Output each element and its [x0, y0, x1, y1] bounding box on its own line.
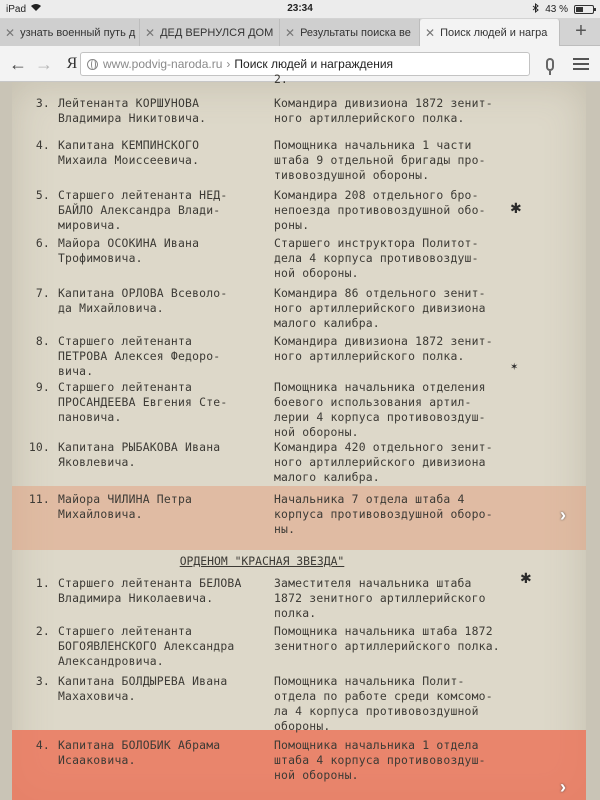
ink-blot: ✶: [510, 362, 519, 373]
tab-close-icon[interactable]: ✕: [425, 25, 436, 40]
tab-2[interactable]: [140, 19, 280, 46]
entry-person: Старшего лейтенанта ПРОСАНДЕЕВА Евгения Сте- пановича.: [58, 380, 228, 424]
entry-person: Капитана ОРЛОВА Всеволо- да Михайловича.: [58, 286, 228, 315]
document-viewport[interactable]: [0, 72, 600, 800]
address-bar[interactable]: [80, 52, 530, 76]
yandex-logo-button[interactable]: Я: [66, 55, 78, 72]
continuation-number: 2.: [274, 72, 288, 86]
tab-close-icon[interactable]: ✕: [285, 25, 296, 40]
status-bar: [0, 0, 600, 18]
device-name: iPad: [6, 3, 27, 15]
entry-number: 7.: [35, 286, 50, 300]
tab-1[interactable]: [0, 19, 140, 46]
microphone-icon: [546, 58, 554, 71]
entry-position: Заместителя начальника штаба 1872 зенитного артиллерийского полка.: [274, 576, 486, 620]
entry-position: Командира 86 отдельного зенит- ного артиллерийского дивизиона малого калибра.: [274, 286, 486, 330]
entry-number: 8.: [35, 334, 50, 348]
entry-position: Командира 420 отдельного зенит- ного артиллерийского дивизиона малого калибра.: [274, 440, 493, 484]
entry-number: 9.: [35, 380, 50, 394]
entry-position: Старшего инструктора Политот- дела 4 корпуса противовоздуш- ной обороны.: [274, 236, 479, 280]
entry-position: Командира дивизиона 1872 зенит- ного артиллерийского полка.: [274, 96, 493, 125]
tab-label: Результаты поиска ве: [300, 26, 411, 39]
battery-icon: [574, 5, 594, 14]
entry-number: 11.: [28, 492, 50, 506]
battery-fill: [576, 7, 583, 12]
entry-person: Капитана БОЛОБИК Абрама Исааковича.: [58, 738, 221, 767]
globe-icon: [87, 59, 98, 70]
tab-label: Поиск людей и награ: [440, 26, 548, 39]
entry-person: Капитана КЕМПИНСКОГО Михаила Моиссеевича.: [58, 138, 200, 167]
entry-position: Командира дивизиона 1872 зенит- ного артиллерийского полка.: [274, 334, 493, 363]
entry-position: Помощника начальника Полит- отдела по работе среди комсомо- ла 4 корпуса противовоздушной обороны.: [274, 674, 493, 733]
entry-position: Помощника начальника 1 отдела штаба 4 корпуса противовоздуш- ной обороны.: [274, 738, 486, 782]
entry-number: 3.: [35, 96, 50, 110]
entry-person: Капитана БОЛДЫРЕВА Ивана Маxаxовича.: [58, 674, 228, 703]
url-separator: ›: [226, 57, 231, 71]
entry-position: Помощника начальника штаба 1872 зенитного артиллерийского полка.: [274, 624, 500, 653]
section-heading: ОРДЕНОМ "КРАСНАЯ ЗВЕЗДА": [179, 554, 345, 568]
entry-number: 3.: [35, 674, 50, 688]
tab-close-icon[interactable]: ✕: [5, 25, 16, 40]
entry-person: Старшего лейтенанта НЕД- БАЙЛО Александра Влади- мировича.: [58, 188, 228, 232]
entry-number: 1.: [35, 576, 50, 590]
tab-label: ДЕД ВЕРНУЛСЯ ДОМ: [160, 26, 274, 39]
browser-toolbar: [0, 46, 600, 82]
clock: 23:34: [287, 3, 313, 14]
entry-number: 2.: [35, 624, 50, 638]
microphone-button[interactable]: [540, 52, 560, 76]
forward-button[interactable]: →: [35, 53, 53, 74]
scanned-document: [12, 72, 586, 800]
tab-bar: [0, 18, 600, 46]
url-domain: www.podvig-naroda.ru: [103, 57, 223, 71]
entry-position: Помощника начальника отделения боевого использования артил- лерии 4 корпуса противовоздуш- ной обороны.: [274, 380, 486, 439]
entry-position: Командира 208 отдельного бро- непоезда противовоздушной обо- роны.: [274, 188, 486, 232]
back-button[interactable]: ←: [9, 53, 27, 74]
bluetooth-icon: [532, 3, 539, 16]
tab-3[interactable]: [280, 19, 420, 46]
entry-person: Капитана РЫБАКОВА Ивана Яковлевича.: [58, 440, 221, 469]
entry-person: Старшего лейтенанта ПЕТРОВА Алексея Федоро- вича.: [58, 334, 221, 378]
hamburger-icon: [573, 58, 589, 70]
new-tab-button[interactable]: +: [575, 20, 587, 42]
entry-position: Помощника начальника 1 части штаба 9 отдельной бригады про- тивовоздушной обороны.: [274, 138, 486, 182]
entry-number: 10.: [28, 440, 50, 454]
entry-person: Майора ЧИЛИНА Петра Михайловича.: [58, 492, 193, 521]
tab-label: узнать военный путь д: [20, 26, 136, 39]
tab-4-active[interactable]: [420, 19, 560, 46]
entry-number: 5.: [35, 188, 50, 202]
entry-number: 4.: [35, 138, 50, 152]
entry-person: Старшего лейтенанта БОГОЯВЛЕНСКОГО Александра Александровича.: [58, 624, 235, 668]
entry-person: Старшего лейтенанта БЕЛОВА Владимира Николаевича.: [58, 576, 242, 605]
status-right: [532, 3, 594, 16]
entry-person: Майора ОСОКИНА Ивана Трофимовича.: [58, 236, 200, 265]
ink-blot: ✱: [520, 570, 532, 586]
entry-number: 4.: [35, 738, 50, 752]
menu-button[interactable]: [570, 52, 592, 76]
page-title: Поиск людей и награждения: [234, 57, 394, 71]
next-arrow-icon[interactable]: ›: [560, 776, 566, 797]
entry-position: Начальника 7 отдела штаба 4 корпуса противовоздушной оборо- ны.: [274, 492, 493, 536]
ink-blot: ✱: [510, 200, 522, 216]
tab-close-icon[interactable]: ✕: [145, 25, 156, 40]
entry-number: 6.: [35, 236, 50, 250]
next-arrow-icon[interactable]: ›: [560, 504, 566, 525]
battery-text: 43 %: [545, 4, 568, 15]
entry-person: Лейтенанта КОРШУНОВА Владимира Никитовича.: [58, 96, 207, 125]
